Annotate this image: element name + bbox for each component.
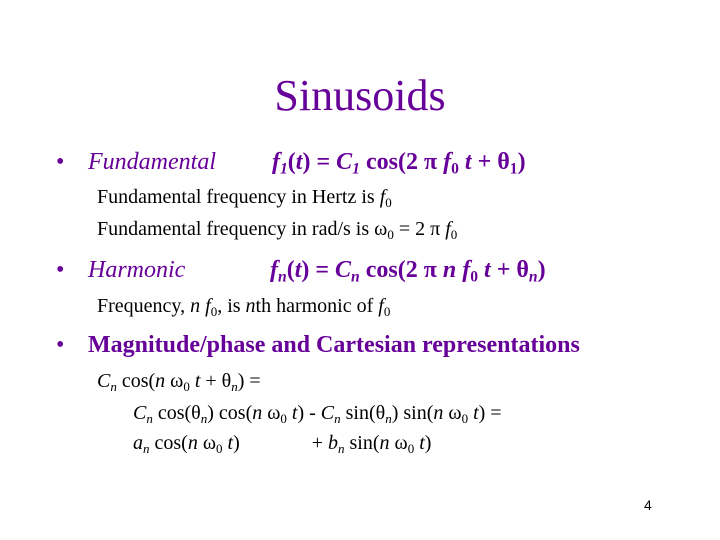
page-number: 4 — [644, 497, 652, 513]
sub-line-hertz: Fundamental frequency in Hertz is $f_0$ — [97, 186, 392, 210]
formula-harmonic: $f_n(t) = C_n$ cos(2 π n $f_0$ $t + \theta_n$) — [270, 257, 546, 286]
bullet-marker: • — [56, 149, 65, 175]
sub-line-equation-2: $C_n$ $\cos(\theta_n)$ cos(n $\omega_0$ $t) - C_n$ $\sin(\theta_n)$ sin(n $\omega_0$ t) = — [133, 402, 502, 426]
bullet-harmonic — [56, 255, 185, 285]
bullet-marker: • — [56, 257, 65, 283]
slide-title: Sinusoids — [274, 71, 446, 120]
bullet-marker: • — [56, 332, 65, 358]
bullet-term-representations: Magnitude/phase and Cartesian representations — [88, 332, 580, 358]
bullet-term-fundamental: Fundamental — [88, 149, 216, 175]
sub-line-rads: Fundamental frequency in rad/s is $\omega_0 = 2$ π $f_0$ — [97, 218, 458, 242]
sub-line-equation-1: $C_n$ cos(n $\omega_0$ $t + \theta_n$) = — [97, 370, 261, 394]
formula-fundamental: $f_1(t) = C_1$ cos(2 π $f_0$ $t + \theta_1$) — [272, 149, 526, 178]
sub-line-equation-3: $a_n$ cos(n $\omega_0$ $t) + b_n$ sin(n $\omega_0$ t) — [133, 432, 432, 456]
bullet-representations — [56, 330, 580, 360]
sub-line-nth-harmonic: Frequency, n $f_0$, is nth harmonic of $f_0$ — [97, 295, 391, 319]
bullet-fundamental — [56, 147, 216, 177]
bullet-term-harmonic: Harmonic — [88, 257, 186, 283]
